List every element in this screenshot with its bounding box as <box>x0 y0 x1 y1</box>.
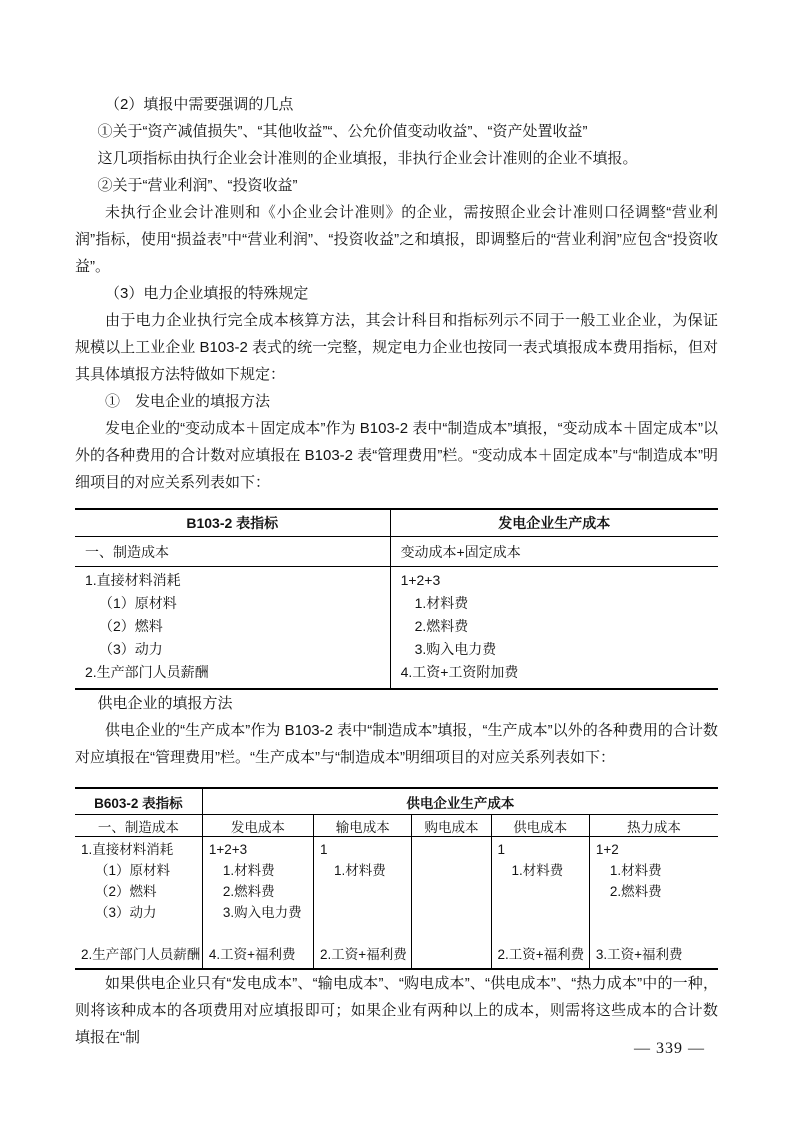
table-cell-transmission <box>314 837 412 970</box>
note-2-text: 未执行企业会计准则和《小企业会计准则》的企业，需按照企业会计准则口径调整“营业利润”指标，使用“损益表”中“营业利润”、“投资收益”之和填报，即调整后的“营业利润”应包含“投资收益”。 <box>75 204 718 275</box>
table-line: 3.购入电力费 <box>414 641 497 657</box>
table-line <box>320 902 411 923</box>
table-body-row <box>75 837 718 970</box>
header-cell-supply-cost-span: 供电企业生产成本 <box>202 788 718 815</box>
subheader-heat: 热力成本 <box>589 815 718 837</box>
header-cell-b603-indicator: B603-2 表指标 <box>75 788 202 815</box>
table-line: 1.材料费 <box>511 863 564 878</box>
table-line: 2.工资+福利费 <box>497 947 585 962</box>
table-line: 1.直接材料消耗 <box>85 572 181 588</box>
table-line: 1+2 <box>595 842 619 857</box>
supply-method-text: 供电企业的“生产成本”作为 B103-2 表中“制造成本”填报，“生产成本”以外的各种费用的合计数对应填报在“管理费用”栏。“生产成本”与“制造成本”明细项目的对应关系列表如下： <box>75 722 718 766</box>
table-cell: 一、制造成本 <box>75 537 390 567</box>
table-line: （2）燃料 <box>95 884 157 899</box>
table-cell-generation-cost <box>390 567 718 690</box>
table-line: 4.工资+福利费 <box>208 947 296 962</box>
table-line <box>498 923 589 944</box>
table-line: （1）原材料 <box>95 863 171 878</box>
table-line <box>418 860 490 881</box>
table-line: 1.材料费 <box>222 863 275 878</box>
page-number: — 339 — <box>634 1040 705 1057</box>
table-line: 4.工资+工资附加费 <box>400 664 519 680</box>
table-line: （3）动力 <box>95 905 157 920</box>
table-row-manufacturing-cost <box>75 537 718 567</box>
generation-method-text: 发电企业的“变动成本＋固定成本”作为 B103-2 表中“制造成本”填报，“变动成本＋固定成本”以外的各种费用的合计数对应填报在 B103-2 表“管理费用”栏。“变动成本＋固定成本”与“制造成本”明细项目的对应关系列表如下： <box>75 420 718 491</box>
table-line: 2.工资+福利费 <box>320 947 407 962</box>
table-header-row <box>75 509 718 537</box>
subheader-transmission: 输电成本 <box>314 815 412 837</box>
subheader-supply: 供电成本 <box>491 815 589 837</box>
table-line <box>596 902 718 923</box>
table-line: 1.直接材料消耗 <box>81 842 174 857</box>
table-line: 2.燃料费 <box>609 884 662 899</box>
table-cell-purchase <box>412 837 491 970</box>
table-line: （3）动力 <box>99 641 163 657</box>
table-line: 1.材料费 <box>414 595 469 611</box>
table-line: 1+2+3 <box>208 842 248 857</box>
subheader-generation: 发电成本 <box>202 815 313 837</box>
table-line <box>498 902 589 923</box>
table-subheader-row <box>75 815 718 837</box>
table-b103-2 <box>75 508 718 690</box>
subheader-purchase: 购电成本 <box>412 815 491 837</box>
table-line <box>418 923 490 944</box>
table-line: 1.材料费 <box>609 863 662 878</box>
table-cell-indicators <box>75 837 202 970</box>
table-line: 2.生产部门人员薪酬 <box>81 947 201 962</box>
closing-text: 如果供电企业只有“发电成本”、“输电成本”、“购电成本”、“供电成本”、“热力成本”中的一种，则将该种成本的各项费用对应填报即可；如果企业有两种以上的成本，则需将这些成本的合计数填报在“制 <box>75 975 718 1046</box>
table-line <box>209 923 313 944</box>
generation-method-heading: ① 发电企业的填报方法 <box>105 393 271 410</box>
table-cell: 变动成本+固定成本 <box>390 537 718 567</box>
table-line: 1+2+3 <box>400 572 441 588</box>
table-line: 2.燃料费 <box>414 618 469 634</box>
table-line: 1 <box>497 842 506 857</box>
table-line <box>320 923 411 944</box>
header-cell-b103-indicator: B103-2 表指标 <box>75 509 390 537</box>
table-line <box>498 881 589 902</box>
section-2-heading: （2）填报中需要强调的几点 <box>105 96 294 113</box>
table-line: 1 <box>320 842 328 857</box>
table-b603-2 <box>75 787 718 970</box>
table-cell-heat <box>589 837 718 970</box>
table-line <box>418 881 490 902</box>
table-cell-supply <box>491 837 589 970</box>
table-line <box>596 923 718 944</box>
table-line <box>81 923 202 944</box>
table-cell-generation <box>202 837 313 970</box>
table-line: 3.购入电力费 <box>222 905 302 920</box>
table-line <box>418 902 490 923</box>
table-line: （2）燃料 <box>99 618 163 634</box>
note-1-heading: ①关于“资产减值损失”、“其他收益”“、公允价值变动收益”、“资产处置收益” <box>97 123 588 140</box>
table-line: 1.材料费 <box>334 863 386 878</box>
table-body-row <box>75 567 718 690</box>
table-header-row <box>75 788 718 815</box>
table-line <box>320 881 411 902</box>
section-3-heading: （3）电力企业填报的特殊规定 <box>105 285 309 302</box>
table-line: （1）原材料 <box>99 595 177 611</box>
subheader-manufacturing: 一、制造成本 <box>75 815 202 837</box>
section-3-intro: 由于电力企业执行完全成本核算方法，其会计科目和指标列示不同于一般工业企业，为保证规模以上工业企业 B103-2 表式的统一完整，规定电力企业也按同一表式填报成本费用指标，但对其具体填报方法特做如下规定： <box>75 312 718 383</box>
table-cell-indicators <box>75 567 390 690</box>
header-cell-generation-cost: 发电企业生产成本 <box>390 509 718 537</box>
table-line <box>418 944 490 965</box>
table-line: 2.燃料费 <box>222 884 275 899</box>
table-line: 2.生产部门人员薪酬 <box>85 664 209 680</box>
note-1-text: 这几项指标由执行企业会计准则的企业填报，非执行企业会计准则的企业不填报。 <box>97 150 638 167</box>
table-line <box>418 839 490 860</box>
supply-method-heading: 供电企业的填报方法 <box>97 695 233 712</box>
note-2-heading: ②关于“营业利润”、“投资收益” <box>97 177 298 194</box>
table-line: 3.工资+福利费 <box>595 947 683 962</box>
